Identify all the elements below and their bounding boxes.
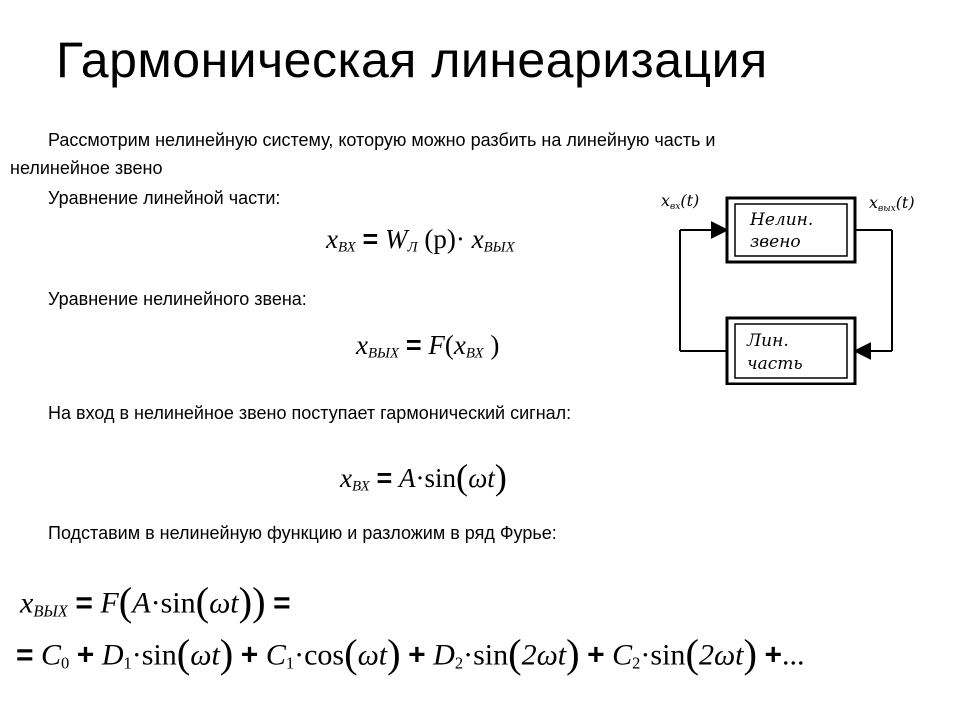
fourier-equation-line-2: = $C_0 + D_1\cdot\sin(\omega t) + C_1\cdot\cos(\omega t) + D_2\cdot\sin(2\omega t) + C_2\cdot\sin(2\omega t)$ +... xyxy=(16,631,805,676)
block-diagram xyxy=(655,180,945,385)
linear-block-outer xyxy=(727,318,855,384)
linear-equation: $x_{ВХ} = W_Л$ $(p)\cdot x_{ВЫХ}$ xyxy=(326,224,515,256)
nonlinear-equation: $x_{ВЫХ} = F(x_{ВХ}$ ) xyxy=(356,330,500,362)
nonlinear-block-outer xyxy=(727,198,855,262)
output-signal-label: xвых(t) xyxy=(869,193,915,214)
nonlinear-equation-label: Уравнение нелинейного звена: xyxy=(48,289,307,309)
fourier-equation-line-1: $x_{ВЫХ} = F(A\cdot\sin(\omega t))$ = xyxy=(20,579,291,624)
input-signal-label: xвх(t) xyxy=(661,191,700,212)
page-title: Гармоническая линеаризация xyxy=(56,32,768,88)
linear-block-label-2: часть xyxy=(747,354,803,374)
intro-line-2: нелинейное звено xyxy=(10,158,163,178)
linear-equation-label: Уравнение линейной части: xyxy=(48,188,281,208)
linear-block-label-1: Лин. xyxy=(747,331,789,351)
intro-line-1: Рассмотрим нелинейную систему, которую можно разбить на линейную часть и xyxy=(48,130,716,150)
nonlinear-block-label-1: Нелин. xyxy=(750,210,814,230)
input-signal-equation: $x_{ВХ} = A\cdot\sin(\omega t)$ xyxy=(340,457,507,497)
input-signal-label: На вход в нелинейное звено поступает гармонический сигнал: xyxy=(48,403,572,423)
nonlinear-block-label-2: звено xyxy=(750,232,801,252)
fourier-label: Подставим в нелинейную функцию и разложим в ряд Фурье: xyxy=(48,523,557,543)
